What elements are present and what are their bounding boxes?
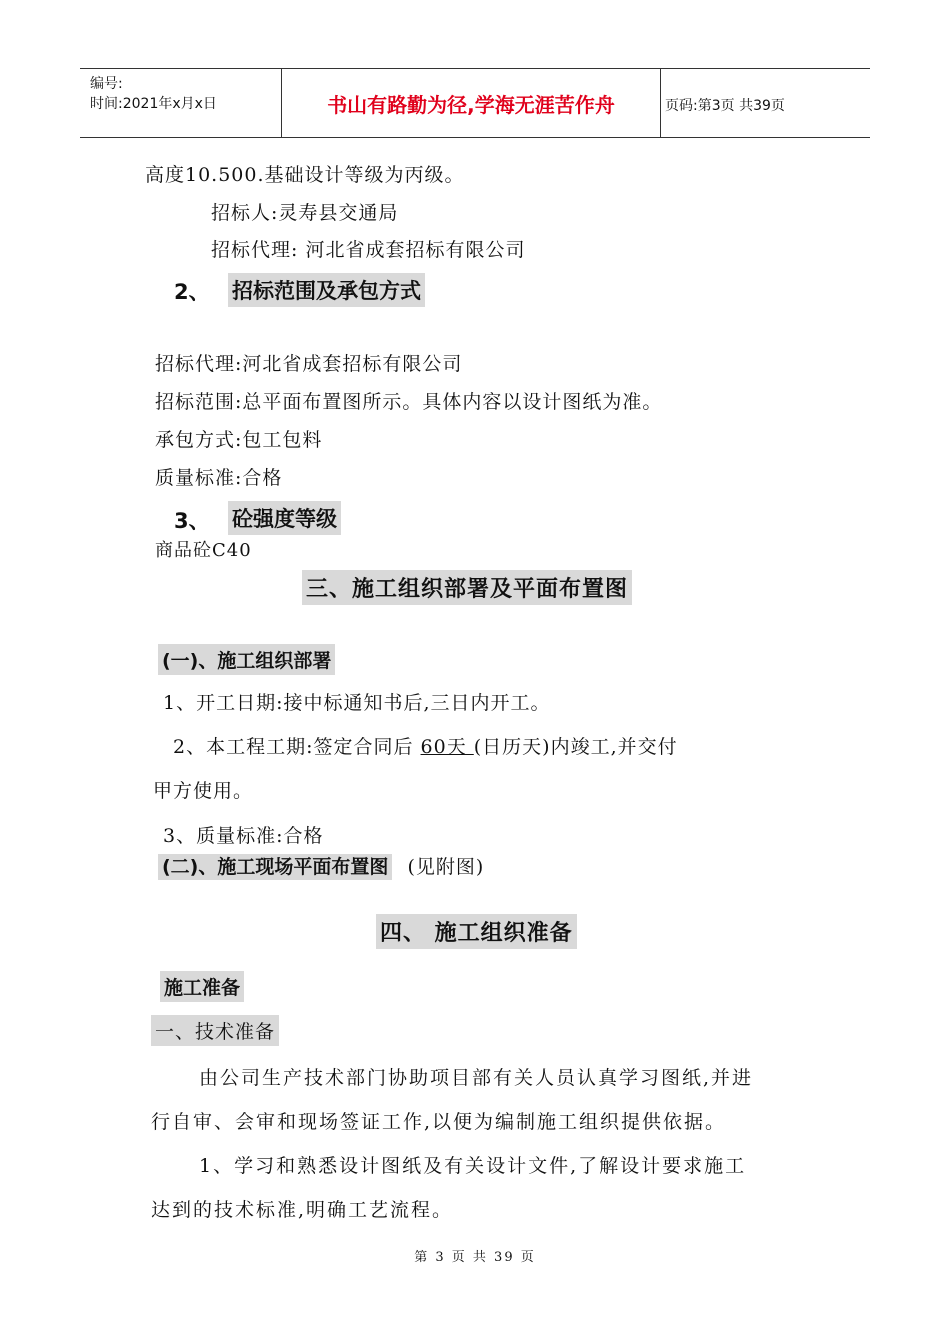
paragraph-2-line-1: 1、学习和熟悉设计图纸及有关设计文件,了解设计要求施工 <box>199 1155 747 1177</box>
item-1: 1、开工日期:接中标通知书后,三日内开工。 <box>163 692 551 714</box>
subsection-2-note: (见附图) <box>407 856 485 878</box>
item-2 <box>173 732 678 759</box>
item-2-days: 60天 <box>420 736 474 758</box>
page-footer: 第 3 页 共 39 页 <box>414 1250 536 1265</box>
paragraph-1-line-2: 行自审、会审和现场签证工作,以便为编制施工组织提供依据。 <box>151 1111 727 1133</box>
subsection-1-title: (一)、施工组织部署 <box>158 644 335 675</box>
header-page-cell <box>661 69 870 137</box>
agent-line-2: 招标代理:河北省成套招标有限公司 <box>155 353 463 375</box>
item-2-continued: 甲方使用。 <box>153 780 254 802</box>
item-3: 3、质量标准:合格 <box>163 825 324 847</box>
scope-line: 招标范围:总平面布置图所示。具体内容以设计图纸为准。 <box>155 391 663 413</box>
paragraph-2-line-2: 达到的技术标准,明确工艺流程。 <box>151 1199 454 1221</box>
tenderer-line: 招标人:灵寿县交通局 <box>211 202 399 224</box>
paragraph-1-line-1: 由公司生产技术部门协助项目部有关人员认真学习图纸,并进 <box>199 1067 754 1089</box>
section-3-title: 砼强度等级 <box>228 501 341 535</box>
subsection-2-title: (二)、施工现场平面布置图 <box>158 854 392 880</box>
contract-line: 承包方式:包工包料 <box>155 429 323 451</box>
chapter-3-title: 三、施工组织部署及平面布置图 <box>302 570 632 605</box>
item-2-prefix: 2、本工程工期:签定合同后 <box>173 736 414 758</box>
subsection-2-line <box>158 852 484 879</box>
agent-line: 招标代理: 河北省成套招标有限公司 <box>211 239 526 261</box>
paragraph-foundation: 高度10.500.基础设计等级为丙级。 <box>145 164 465 186</box>
tech-prep-title: 一、技术准备 <box>151 1015 279 1046</box>
item-2-suffix: (日历天)内竣工,并交付 <box>473 736 678 758</box>
concrete-line: 商品砼C40 <box>155 540 252 561</box>
number-label: 编号: <box>90 76 123 92</box>
page-code: 页码:第3页 共39页 <box>665 98 785 114</box>
section-2-title: 招标范围及承包方式 <box>228 273 425 307</box>
page-header <box>80 68 870 138</box>
motto: 书山有路勤为径,学海无涯苦作舟 <box>327 93 615 117</box>
section-2-number: 2、 <box>174 280 210 304</box>
quality-line: 质量标准:合格 <box>155 467 283 489</box>
section-3-number: 3、 <box>174 509 210 533</box>
chapter-4-title: 四、 施工组织准备 <box>376 914 577 949</box>
time-label: 时间:2021年x月x日 <box>90 96 217 112</box>
prep-title: 施工准备 <box>160 971 244 1002</box>
header-meta-cell <box>80 69 282 137</box>
header-motto-cell <box>282 69 661 137</box>
